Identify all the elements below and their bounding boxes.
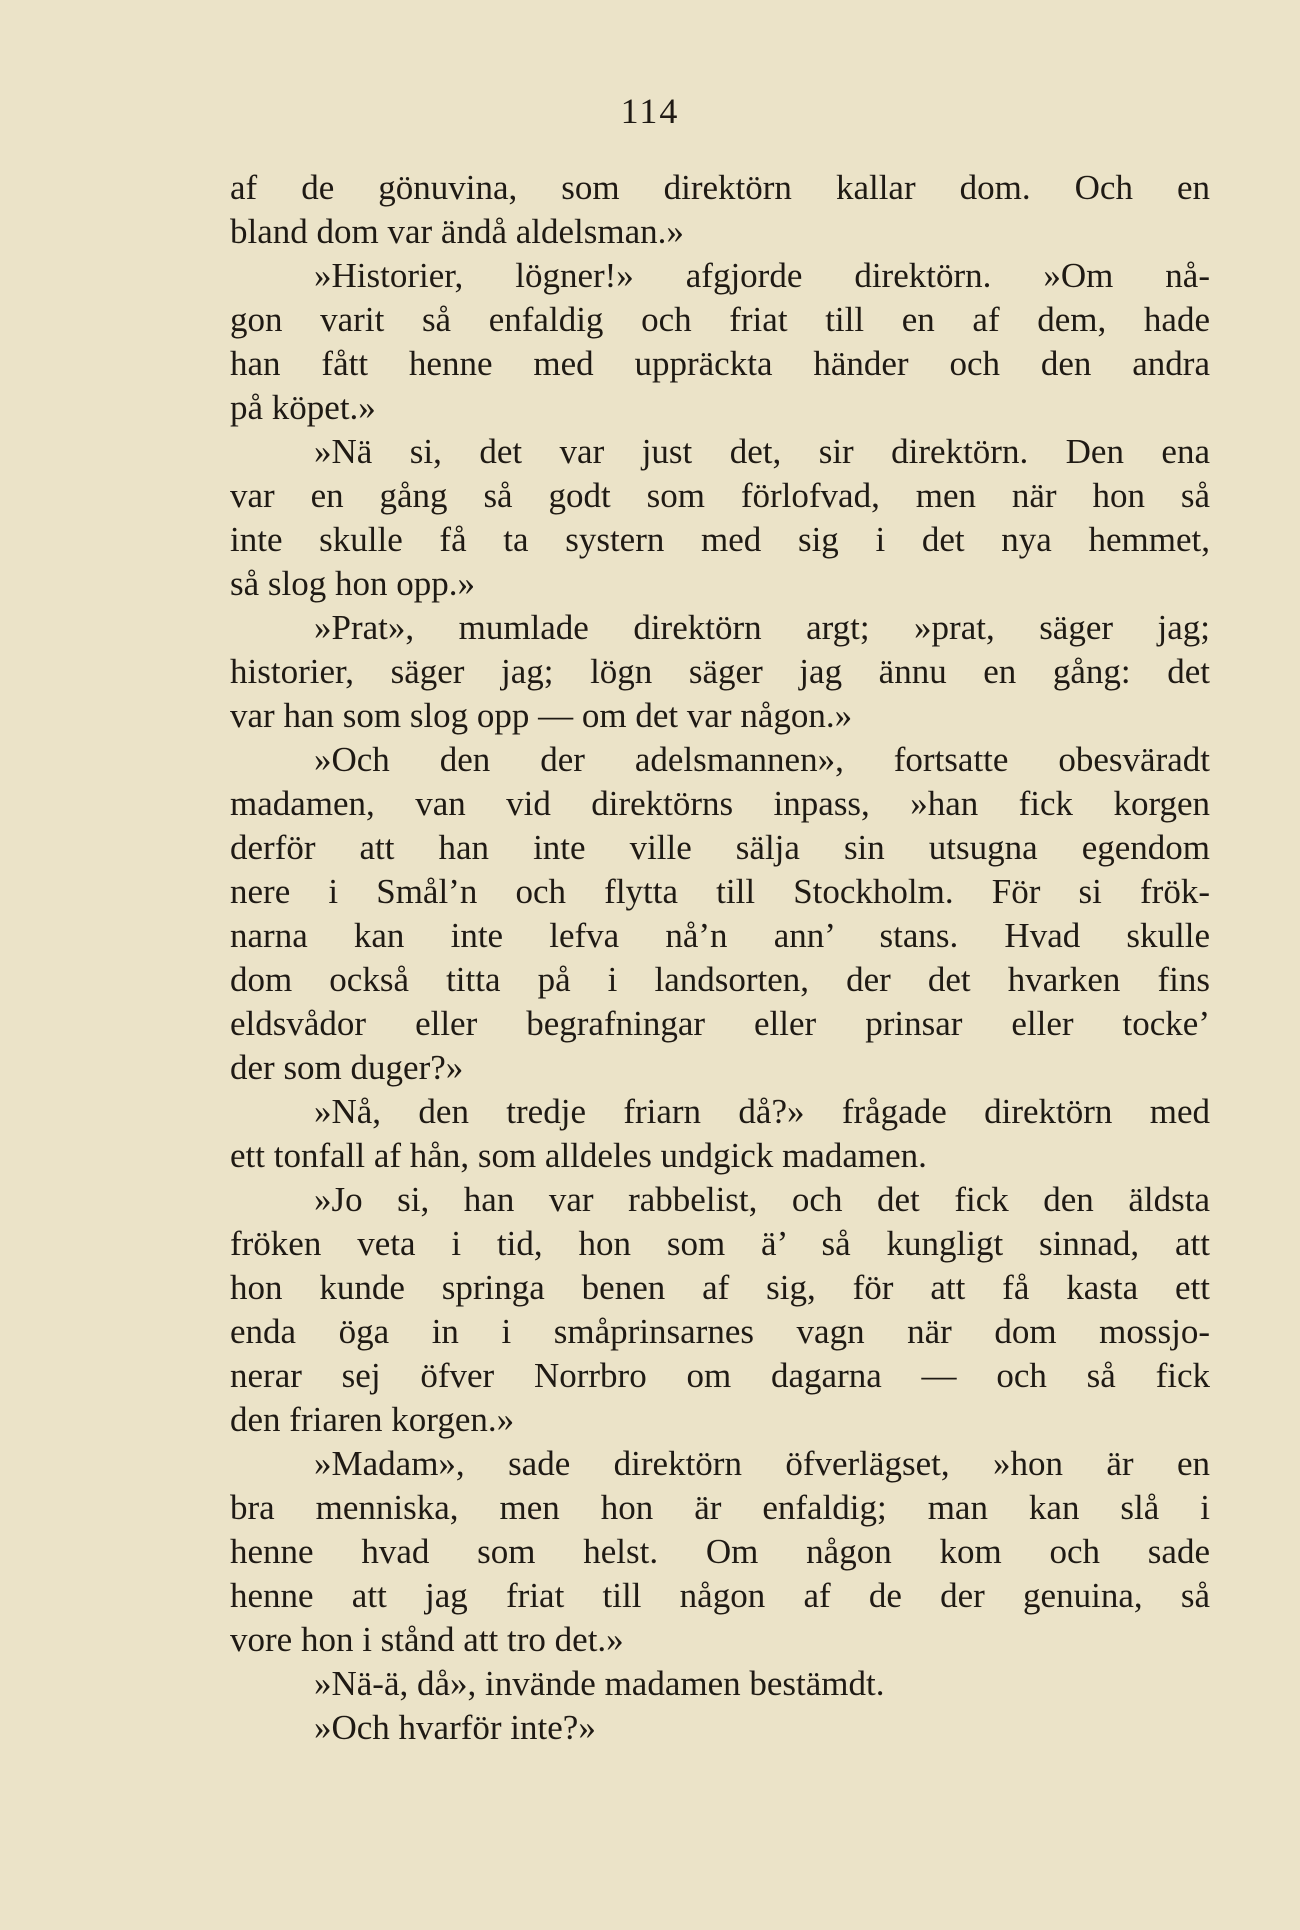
- text-line: enda öga in i småprinsarnes vagn när dom mossjo-: [230, 1312, 1210, 1351]
- text-line: »Nä-ä, då», invände madamen bestämdt.: [314, 1664, 885, 1703]
- text-line: vore hon i stånd att tro det.»: [230, 1620, 624, 1659]
- text-line: henne hvad som helst. Om någon kom och sade: [230, 1532, 1210, 1571]
- text-line: gon varit så enfaldig och friat till en af dem, hade: [230, 300, 1210, 339]
- text-line: »Och den der adelsmannen», fortsatte obesväradt: [314, 740, 1210, 779]
- text-line: nerar sej öfver Norrbro om dagarna — och så fick: [230, 1356, 1210, 1395]
- text-line: der som duger?»: [230, 1048, 464, 1087]
- text-line: narna kan inte lefva nå’n ann’ stans. Hvad skulle: [230, 916, 1210, 955]
- text-line: inte skulle få ta systern med sig i det nya hemmet,: [230, 520, 1210, 559]
- text-line: bland dom var ändå aldelsman.»: [230, 212, 684, 251]
- text-line: »Prat», mumlade direktörn argt; »prat, säger jag;: [314, 608, 1210, 647]
- text-line: bra menniska, men hon är enfaldig; man kan slå i: [230, 1488, 1210, 1527]
- text-line: derför att han inte ville sälja sin utsugna egendom: [230, 828, 1210, 867]
- text-line: var en gång så godt som förlofvad, men när hon så: [230, 476, 1210, 515]
- text-line: på köpet.»: [230, 388, 376, 427]
- text-line: »Nä si, det var just det, sir direktörn. Den ena: [314, 432, 1210, 471]
- text-line: »Nå, den tredje friarn då?» frågade direktörn med: [314, 1092, 1210, 1131]
- text-line: den friaren korgen.»: [230, 1400, 515, 1439]
- text-line: ett tonfall af hån, som alldeles undgick madamen.: [230, 1136, 927, 1175]
- text-line: henne att jag friat till någon af de der genuina, så: [230, 1576, 1210, 1615]
- text-line: var han som slog opp — om det var någon.»: [230, 696, 853, 735]
- text-line: »Jo si, han var rabbelist, och det fick den äldsta: [314, 1180, 1210, 1219]
- text-line: historier, säger jag; lögn säger jag ännu en gång: det: [230, 652, 1210, 691]
- text-line: så slog hon opp.»: [230, 564, 475, 603]
- body-text: [230, 166, 1210, 1750]
- text-line: nere i Smål’n och flytta till Stockholm. För si frök-: [230, 872, 1210, 911]
- text-line: »Madam», sade direktörn öfverlägset, »hon är en: [314, 1444, 1210, 1483]
- text-line: han fått henne med uppräckta händer och den andra: [230, 344, 1210, 383]
- text-line: dom också titta på i landsorten, der det hvarken fins: [230, 960, 1210, 999]
- text-line: hon kunde springa benen af sig, för att få kasta ett: [230, 1268, 1210, 1307]
- text-line: fröken veta i tid, hon som ä’ så kungligt sinnad, att: [230, 1224, 1210, 1263]
- page-number: 114: [620, 91, 680, 131]
- text-line: af de gönuvina, som direktörn kallar dom. Och en: [230, 168, 1210, 207]
- text-line: »Historier, lögner!» afgjorde direktörn. »Om nå-: [314, 256, 1210, 295]
- text-line: eldsvådor eller begrafningar eller prinsar eller tocke’: [230, 1004, 1210, 1043]
- text-line: madamen, van vid direktörns inpass, »han fick korgen: [230, 784, 1210, 823]
- text-line: »Och hvarför inte?»: [314, 1708, 596, 1747]
